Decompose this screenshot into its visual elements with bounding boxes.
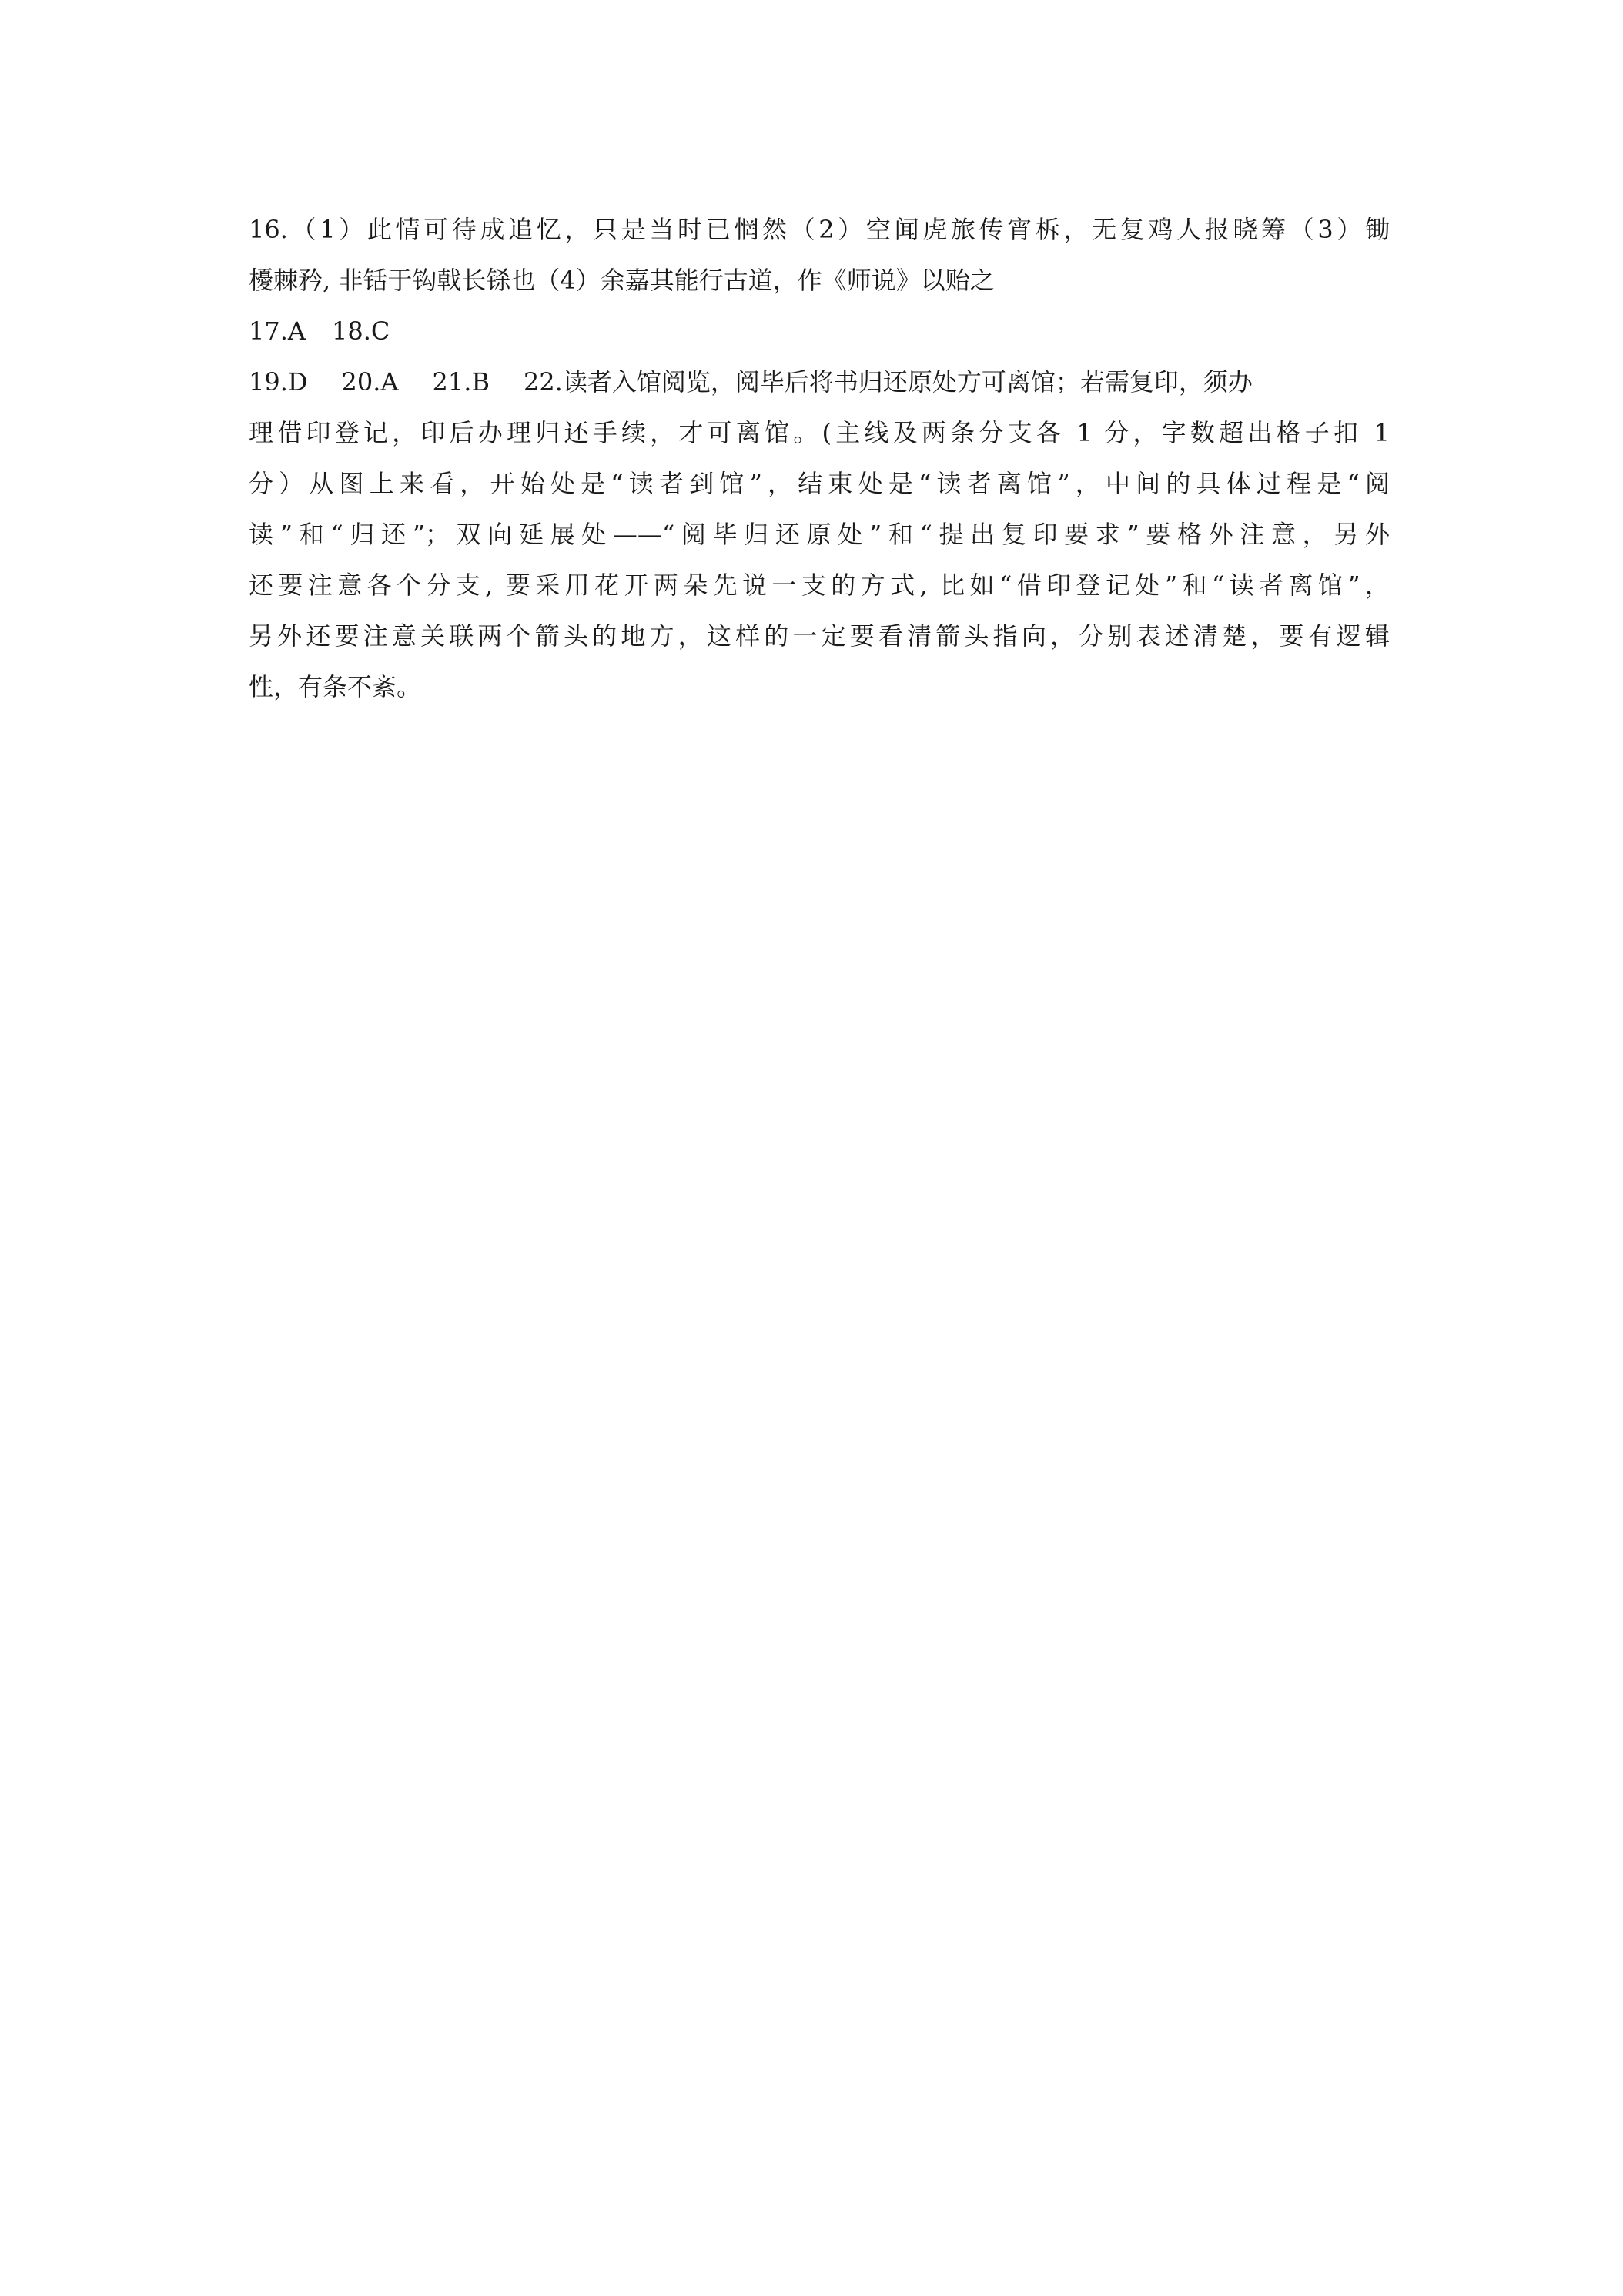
q18-answer: 18.C	[332, 316, 390, 346]
q20-answer: 20.A	[341, 367, 399, 397]
q19-answer: 19.D	[249, 367, 308, 397]
q17-q18-answers	[249, 306, 1390, 356]
q17-answer: 17.A	[249, 316, 306, 346]
q16-answer-line-2: 櫌棘矜, 非铦于钩戟长铩也（4）余嘉其能行古道，作《师说》以贻之	[249, 266, 995, 295]
q22-answer-line-3: 分）从图上来看，开始处是“读者到馆”，结束处是“读者离馆”，中间的具体过程是“阅	[249, 469, 1390, 498]
q22-answer-line-1: 22.读者入馆阅览，阅毕后将书归还原处方可离馆；若需复印，须办	[523, 367, 1253, 397]
q19-q22-answers	[249, 356, 1390, 407]
q22-answer-line-5: 还要注意各个分支, 要采用花开两朵先说一支的方式, 比如“借印登记处”和“读者离馆”，	[249, 571, 1390, 600]
q22-answer-line-4: 读”和“归还”；双向延展处——“阅毕归还原处”和“提出复印要求”要格外注意，另外	[249, 520, 1390, 549]
q22-answer-line-6: 另外还要注意关联两个箭头的地方，这样的一定要看清箭头指向，分别表述清楚，要有逻辑	[249, 621, 1390, 651]
q22-answer-line-7: 性，有条不紊。	[249, 672, 422, 701]
q16-answer-line-1: 16.（1）此情可待成追忆，只是当时已惘然（2）空闻虎旅传宵柝，无复鸡人报晓筹（3）锄	[249, 215, 1390, 244]
q22-answer-line-2: 理借印登记，印后办理归还手续，才可离馆。(主线及两条分支各 1 分，字数超出格子扣 1	[249, 418, 1390, 447]
answer-key	[249, 204, 1390, 712]
q21-answer: 21.B	[432, 367, 490, 397]
